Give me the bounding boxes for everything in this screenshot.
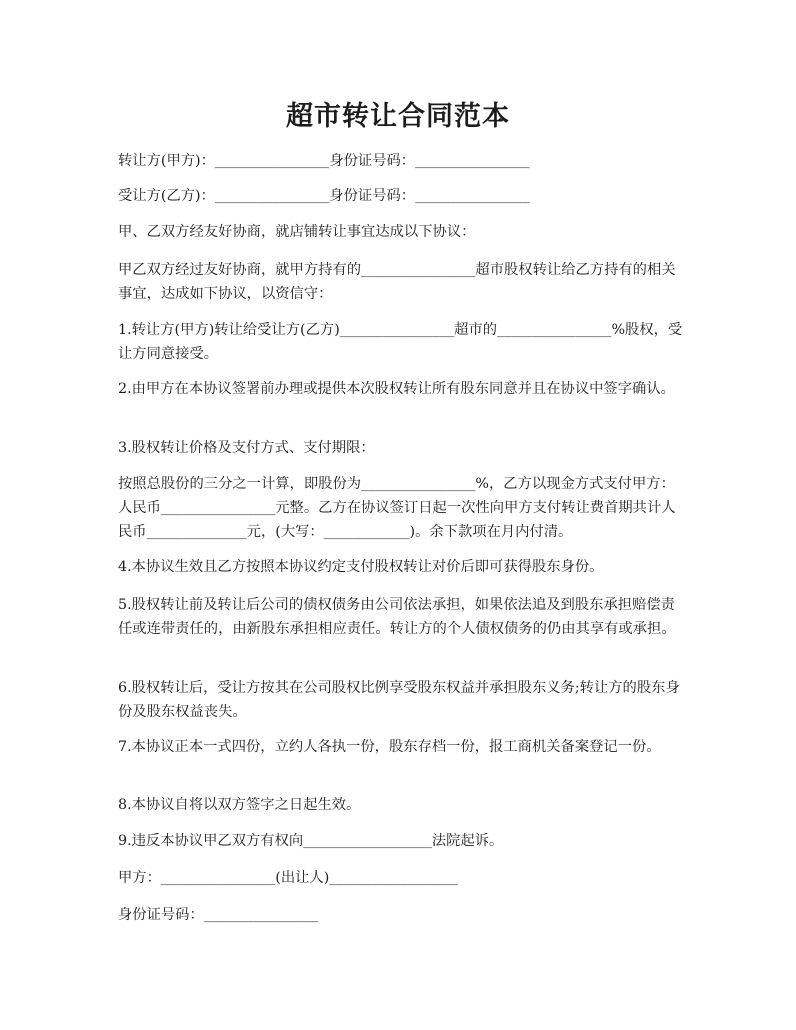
clause-3-body: 按照总股份的三分之一计算，即股份为________________%，乙方以现金方式支付甲方：人民币________________元整。乙方在协议签订日起一次性向甲方支付转让费首期共计人民币______________元，(大写：____________)。余下款项在月内付清。 <box>118 476 676 540</box>
clause-9: 9.违反本协议甲乙双方有权向__________________法院起诉。 <box>118 833 504 849</box>
transferor-line: 转让方(甲方)：________________身份证号码：________________ <box>118 153 530 169</box>
transferee-line: 受让方(乙方)：________________身份证号码：________________ <box>118 188 530 204</box>
clause-5: 5.股权转让前及转让后公司的债权债务由公司依法承担，如果依法追及到股东承担赔偿责任或连带责任的，由新股东承担相应责任。转让方的个人债权债务的仍由其享有或承担。 <box>118 597 676 637</box>
intro-line: 甲、乙双方经友好协商，就店铺转让事宜达成以下协议： <box>118 224 476 240</box>
id-number-line: 身份证号码：________________ <box>118 907 319 923</box>
document-title: 超市转让合同范本 <box>286 101 510 132</box>
clause-8: 8.本协议自将以双方签字之日起生效。 <box>118 797 361 813</box>
clause-1: 1.转让方(甲方)转让给受让方(乙方)________________超市的________________%股权，受让方同意接受。 <box>118 322 683 362</box>
party-a-signature-line: 甲方：________________(出让人)__________________ <box>118 870 458 886</box>
clause-6: 6.股权转让后，受让方按其在公司股权比例享受股东权益并承担股东义务;转让方的股东身份及股东权益丧失。 <box>118 680 680 720</box>
clause-3-heading: 3.股权转让价格及支付方式、支付期限： <box>118 440 375 456</box>
preamble-paragraph: 甲乙双方经过友好协商，就甲方持有的________________超市股权转让给乙方持有的相关事宜，达成如下协议，以资信守： <box>118 262 676 302</box>
clause-7: 7.本协议正本一式四份，立约人各执一份，股东存档一份，报工商机关备案登记一份。 <box>118 739 661 755</box>
clause-4: 4.本协议生效且乙方按照本协议约定支付股权转让对价后即可获得股东身份。 <box>118 559 604 575</box>
clause-2: 2.由甲方在本协议签署前办理或提供本次股权转让所有股东同意并且在协议中签字确认。 <box>118 381 675 397</box>
